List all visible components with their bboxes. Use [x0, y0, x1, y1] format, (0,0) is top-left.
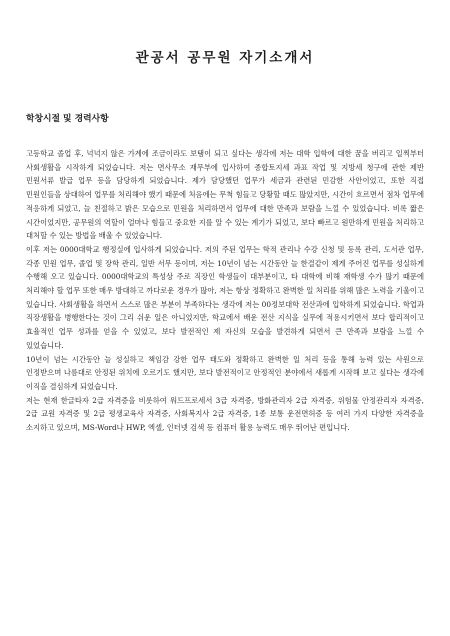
document-title: 관공서 공무원 자기소개서	[135, 50, 315, 66]
body-paragraph: 10년이 넘는 시간동안 늘 성실하고 책임감 강한 업무 태도와 정확하고 완벽한 일 처리 등을 통해 능력 있는 사원으로 인정받으며 나름대로 안정된 위치에 오르기도 했지만, 보다 발전적이고 안정적인 분야에서 새롭게 시작해 보고 싶다는 생각에 이직을 결심하게 되었습니다.	[26, 354, 424, 391]
body-paragraph: 고등학교 졸업 후, 넉넉지 않은 가계에 조금이라도 보탬이 되고 싶다는 생각에 저는 대학 입학에 대한 꿈을 버리고 일찍부터 사회생활을 시작하게 되었습니다. 저는 면사무소 재무부에 입사하여 종합토지세 과표 작업 및 지방세 청구에 관한 제반 민원서류 발급 업무 등을 담당하게 되었습니다. 제가 담당했던 업무가 세금과 관련된 민감한 사안이었고, 또한 직접 민원인들을 상대하여 업무를 처리해야 했기 때문에 처음에는 무척 힘들고 당황할 때도 많았지만, 시간이 흐르면서 점차 업무에 적응하게 되었고, 늘 친절하고 밝은 모습으로 민원을 처리하면서 업무에 대한 만족과 보람을 느낄 수 있었습니다. 비록 짧은 시간이었지만, 공무원의 역할이 얼마나 힘들고 중요한 지를 알 수 있는 계기가 되었고, 보다 빠르고 원만하게 민원을 처리하고 대처할 수 있는 방법을 배울 수 있었습니다.	[26, 149, 424, 241]
body-paragraph: 저는 현재 한글타자 2급 자격증을 비롯하여 워드프로세서 3급 자격증, 방화관리자 2급 자격증, 위험물 안정관리자 자격증, 2급 교원 자격증 및 2급 평생교육사 자격증, 사회복지사 2급 자격증, 1종 보통 운전면허증 등 여러 가지 다양한 자격증을 소지하고 있으며, MS-Word나 HWP, 엑셀, 인터넷 검색 등 컴퓨터 활용 능력도 매우 뛰어난 편입니다.	[26, 395, 424, 433]
body-paragraph: 이후 저는 0000대학교 행정실에 입사하게 되었습니다. 저의 주된 업무는 학적 관리나 수강 신청 및 등록 관리, 도서관 업무, 각종 민원 업무, 졸업 및 장학 관리, 일반 서무 등이며, 저는 10년이 넘는 시간동안 늘 한결같이 제게 주어진 업무를 성실하게 수행해 오고 있습니다. 0000대학교의 특성상 주로 직장인 학생들이 대부분이고, 타 대학에 비해 재학생 수가 많기 때문에 처리해야 할 업무 또한 매우 방대하고 까다로운 경우가 많아, 저는 항상 정확하고 완벽한 일 처리를 위해 많은 노력을 기울이고 있습니다. 사회생활을 하면서 스스로 많은 부분이 부족하다는 생각에 저는 00정보대학 전산과에 입학하게 되었습니다. 학업과 직장생활을 병행한다는 것이 그리 쉬운 일은 아니었지만, 학교에서 배운 전산 지식을 실무에 적용시키면서 보다 합리적이고 효율적인 업무 성과를 얻을 수 있었고, 보다 발전적인 제 자신의 모습을 발견하게 되면서 큰 만족과 보람을 느낄 수 있었습니다.	[26, 244, 424, 350]
section-heading: 학창시절 및 경력사항	[26, 114, 109, 124]
document-body	[26, 147, 424, 435]
